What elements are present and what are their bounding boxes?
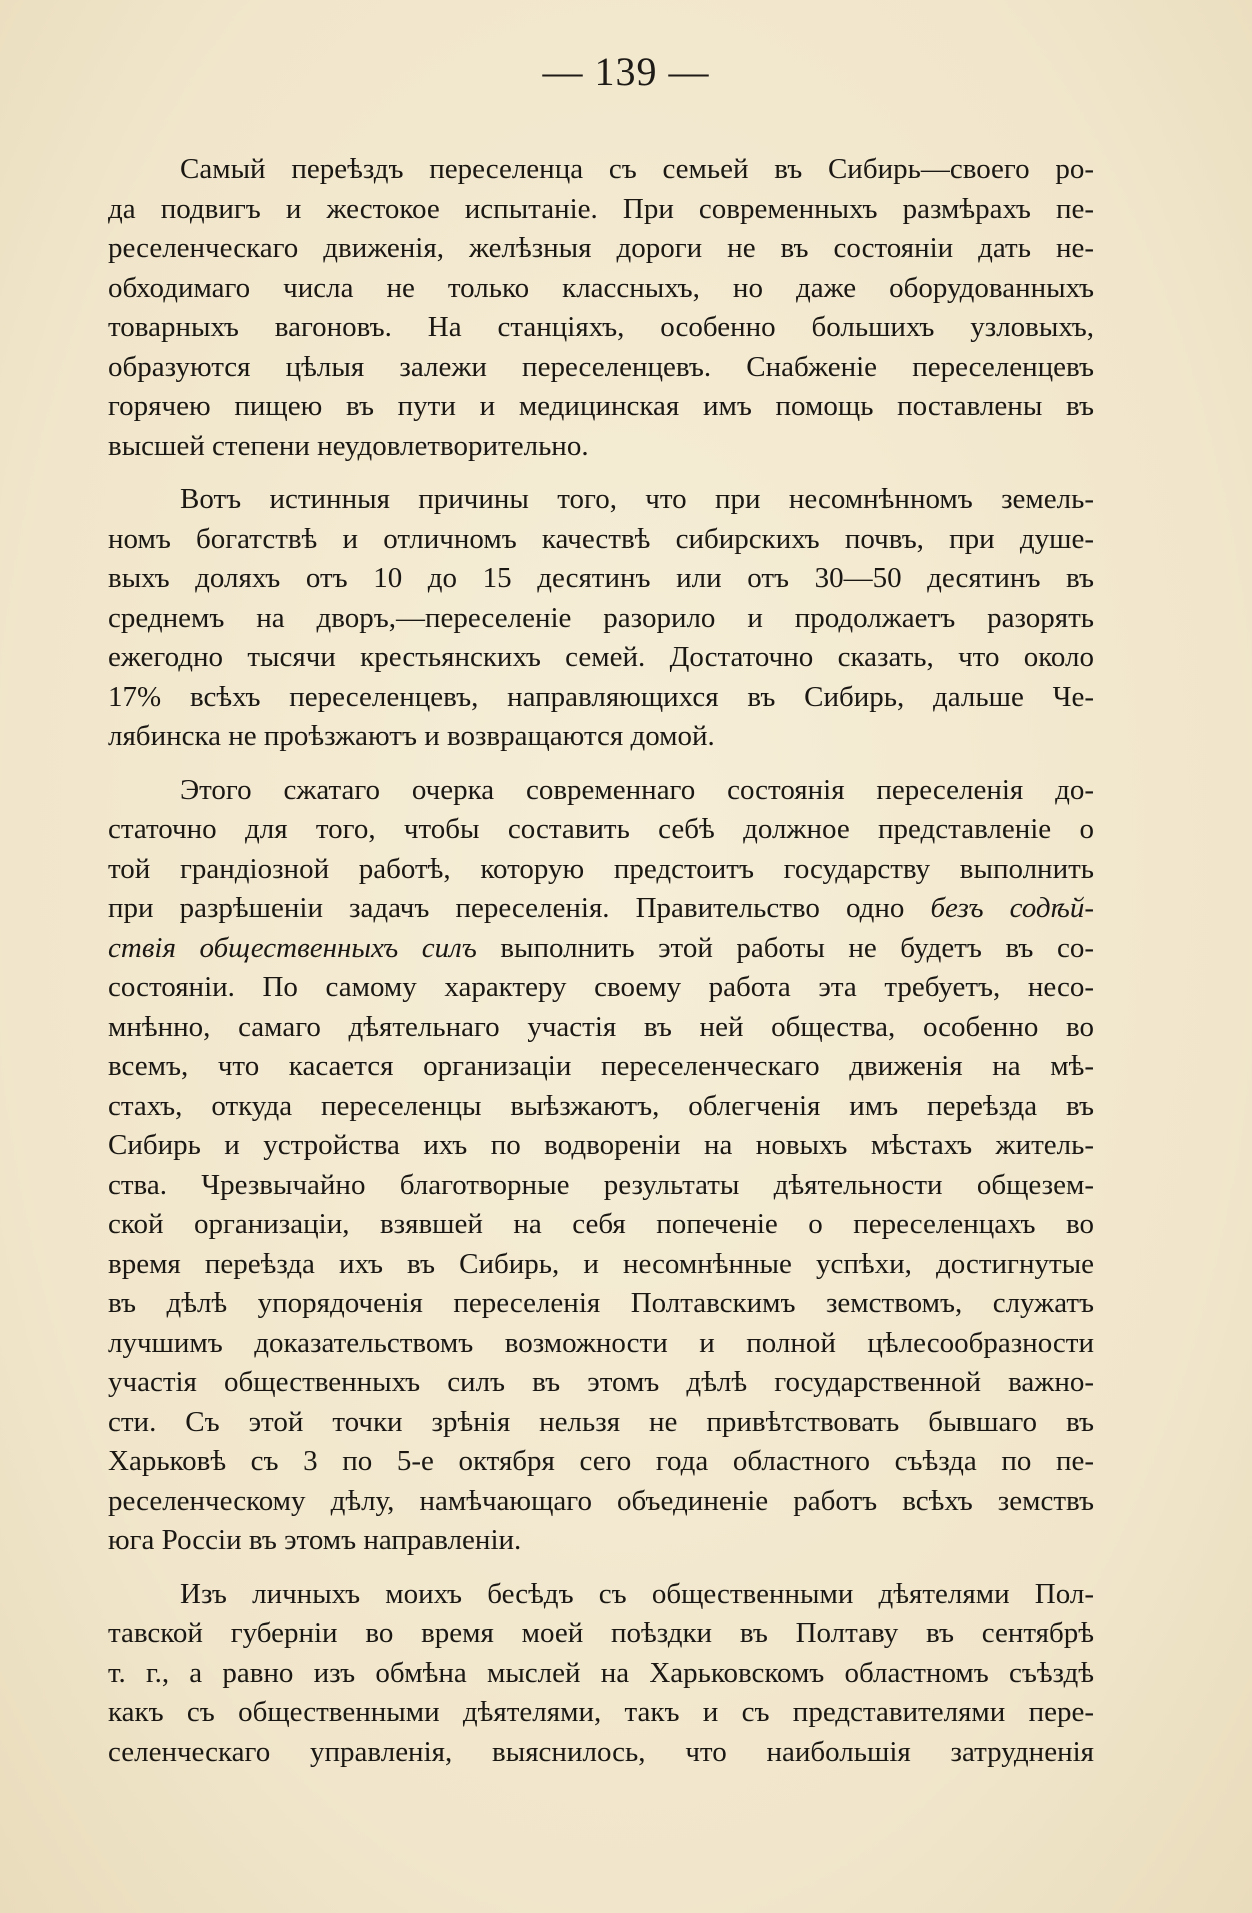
text-line: среднемъ на дворъ,—переселеніе разорило и продолжаетъ разорять xyxy=(108,601,1094,634)
text-line: да подвигъ и жестокое испытаніе. При современныхъ размѣрахъ пе- xyxy=(108,192,1094,225)
page-body xyxy=(36,150,1094,1772)
text-line: ской организаціи, взявшей на себя попеченіе о переселенцахъ во xyxy=(108,1208,1094,1240)
text-line: участія общественныхъ силъ въ этомъ дѣлѣ государственной важно- xyxy=(108,1366,1094,1398)
text-line: реселенческому дѣлу, намѣчающаго объединеніе работъ всѣхъ земствъ xyxy=(108,1484,1094,1517)
text-line: тавской губерніи во время моей поѣздки въ Полтаву въ сентябрѣ xyxy=(108,1617,1094,1649)
text-line: всемъ, что касается организаціи переселенческаго движенія на мѣ- xyxy=(108,1050,1094,1082)
text-line: ства. Чрезвычайно благотворные результаты дѣятельности общезем- xyxy=(108,1168,1094,1201)
italic-phrase: ствія общественныхъ силъ xyxy=(108,931,477,964)
text-segment: при разрѣшеніи задачъ переселенія. Правительство одно xyxy=(108,892,905,924)
text-line: статочно для того, чтобы составить себѣ должное представленіе о xyxy=(108,813,1094,845)
text-line: высшей степени неудовлетворительно. xyxy=(108,429,589,462)
text-line: сти. Съ этой точки зрѣнія нельзя не привѣтствовать бывшаго въ xyxy=(108,1405,1094,1438)
text-line: товарныхъ вагоновъ. На станціяхъ, особенно большихъ узловыхъ, xyxy=(108,311,1094,343)
italic-phrase: безъ содѣй- xyxy=(930,892,1095,924)
text-line: реселенческаго движенія, желѣзныя дороги не въ состояніи дать не- xyxy=(108,232,1094,264)
text-line: Вотъ истинныя причины того, что при несомнѣнномъ земель- xyxy=(180,483,1094,515)
text-line: 17% всѣхъ переселенцевъ, направляющихся въ Сибирь, дальше Че- xyxy=(108,680,1094,713)
text-line: ежегодно тысячи крестьянскихъ семей. Достаточно сказать, что около xyxy=(108,641,1094,673)
text-line: селенческаго управленія, выяснилось, что наибольшія затрудненія xyxy=(108,1735,1094,1768)
text-line: лябинска не проѣзжаютъ и возвращаются домой. xyxy=(108,720,715,752)
page-number: — 139 — xyxy=(542,49,710,94)
text-line: выхъ доляхъ отъ 10 до 15 десятинъ или отъ 30—50 десятинъ въ xyxy=(108,562,1094,594)
text-line: мнѣнно, самаго дѣятельнаго участія въ ней общества, особенно во xyxy=(108,1010,1094,1043)
text-line: Самый переѣздъ переселенца съ семьей въ Сибирь—своего ро- xyxy=(180,153,1094,185)
text-line: состояніи. По самому характеру своему работа эта требуетъ, несо- xyxy=(108,971,1094,1003)
text-line: Изъ личныхъ моихъ бесѣдъ съ общественными дѣятелями Пол- xyxy=(180,1577,1094,1610)
text-line: т. г., а равно изъ обмѣна мыслей на Харьковскомъ областномъ съѣздѣ xyxy=(108,1656,1094,1689)
text-line: номъ богатствѣ и отличномъ качествѣ сибирскихъ почвъ, при душе- xyxy=(108,522,1094,555)
text-line: стахъ, откуда переселенцы выѣзжаютъ, облегченія имъ переѣзда въ xyxy=(108,1089,1094,1122)
text-line-mixed xyxy=(36,929,1094,969)
text-line: лучшимъ доказательствомъ возможности и полной цѣлесообразности xyxy=(108,1326,1094,1359)
text-segment: выполнить этой работы не будетъ въ со- xyxy=(500,931,1094,964)
text-line: время переѣзда ихъ въ Сибирь, и несомнѣнные успѣхи, достигнутые xyxy=(108,1247,1094,1280)
text-line: юга Россіи въ этомъ направленіи. xyxy=(108,1524,522,1556)
text-line: Этого сжатаго очерка современнаго состоянія переселенія до- xyxy=(180,773,1094,806)
text-line: въ дѣлѣ упорядоченія переселенія Полтавскимъ земствомъ, служатъ xyxy=(108,1287,1094,1319)
paragraph-1 xyxy=(36,150,1094,466)
text-line: той грандіозной работѣ, которую предстоитъ государству выполнить xyxy=(108,852,1094,885)
text-line: Сибирь и устройства ихъ по водвореніи на новыхъ мѣстахъ житель- xyxy=(108,1129,1094,1161)
text-line: образуются цѣлыя залежи переселенцевъ. Снабженіе переселенцевъ xyxy=(108,350,1094,383)
paragraph-3 xyxy=(36,771,1094,1561)
text-line-mixed xyxy=(36,889,1094,929)
text-line: горячею пищею въ пути и медицинская имъ помощь поставлены въ xyxy=(108,390,1094,422)
text-line: Харьковѣ съ 3 по 5-е октября сего года областного съѣзда по пе- xyxy=(108,1445,1094,1477)
text-line: обходимаго числа не только классныхъ, но даже оборудованныхъ xyxy=(108,271,1094,304)
text-line: какъ съ общественными дѣятелями, такъ и съ представителями пере- xyxy=(108,1696,1094,1728)
paragraph-2 xyxy=(36,480,1094,757)
paragraph-4 xyxy=(36,1575,1094,1773)
